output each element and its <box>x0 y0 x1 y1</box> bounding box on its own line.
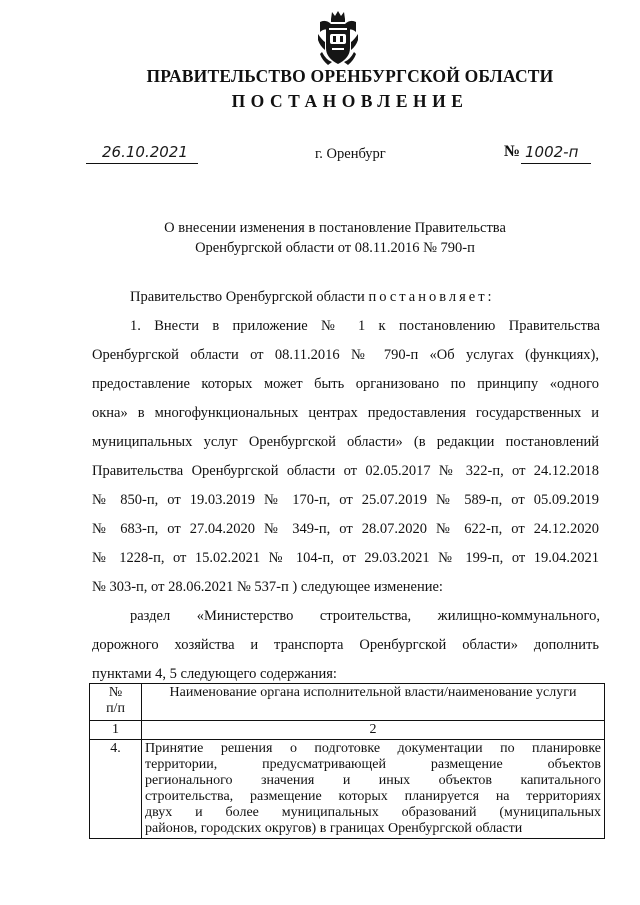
table-index-row <box>90 721 605 740</box>
index-cell: 1 <box>90 721 142 740</box>
intro-spaced: постановляет: <box>368 289 495 305</box>
document-number: 1002-п <box>525 143 579 161</box>
row-text-line: территории, предусматривающей размещение объектов <box>145 757 601 772</box>
orenburg-coat-of-arms-icon <box>316 10 360 66</box>
header-name: Наименование органа исполнительной власти/наименование услуги <box>142 684 605 721</box>
header-number <box>90 684 142 721</box>
paragraph-line: № 850-п, от 19.03.2019 № 170-п, от 25.07.2019 № 589-п, от 05.09.2019 <box>92 492 599 508</box>
paragraph-line: дорожного хозяйства и транспорта Оренбургской области» дополнить <box>92 637 599 653</box>
paragraph-line: окна» в многофункциональных центрах предоставления государственных и <box>92 405 599 421</box>
index-cell: 2 <box>142 721 605 740</box>
city: г. Оренбург <box>315 146 386 162</box>
row-number: 4. <box>90 740 142 839</box>
intro-prefix: Правительство Оренбургской области <box>130 289 369 305</box>
row-text-line: Принятие решения о подготовке документации по планировке <box>145 741 601 756</box>
intro-line <box>130 289 550 306</box>
table-row <box>90 740 605 839</box>
paragraph-line: № 303-п, от 28.06.2021 № 537-п ) следующее изменение: <box>92 579 443 595</box>
document-date: 26.10.2021 <box>102 143 188 161</box>
services-table <box>89 683 605 839</box>
paragraph-line: пунктами 4, 5 следующего содержания: <box>92 666 337 682</box>
document-subject <box>145 218 525 258</box>
paragraph-line: предоставление которых может быть организовано по принципу «одного <box>92 376 599 392</box>
paragraph-line: № 683-п, от 27.04.2020 № 349-п, от 28.07.2020 № 622-п, от 24.12.2020 <box>92 521 599 537</box>
number-label: № <box>504 143 521 160</box>
paragraph-line: Оренбургской области от 08.11.2016 № 790-п «Об услугах (функциях), <box>92 347 599 363</box>
paragraph-line: Правительства Оренбургской области от 02.05.2017 № 322-п, от 24.12.2018 <box>92 463 599 479</box>
row-text-line: районов, городских округов) в границах Оренбургской области <box>145 821 523 836</box>
paragraph-line: 1. Внести в приложение № 1 к постановлению Правительства <box>130 318 600 334</box>
document-type: ПОСТАНОВЛЕНИЕ <box>231 91 469 111</box>
paragraph-line: № 1228-п, от 15.02.2021 № 104-п, от 29.03.2021 № 199-п, от 19.04.2021 <box>92 550 599 566</box>
subject-line: О внесении изменения в постановление Правительства <box>164 220 506 236</box>
paragraph-line: муниципальных услуг Оренбургской области» (в редакции постановлений <box>92 434 599 450</box>
table-header-row <box>90 684 605 721</box>
row-text-line: двух и более муниципальных образований (муниципальных <box>145 805 601 820</box>
subject-line: Оренбургской области от 08.11.2016 № 790-п <box>195 240 475 256</box>
row-text-line: строительства, размещение которых планируется на территориях <box>145 789 601 804</box>
row-text-line: регионального значения и иных объектов капитального <box>145 773 601 788</box>
paragraph-line: раздел «Министерство строительства, жилищно-коммунального, <box>130 608 600 624</box>
government-title: ПРАВИТЕЛЬСТВО ОРЕНБУРГСКОЙ ОБЛАСТИ <box>146 66 554 86</box>
row-text <box>142 740 605 839</box>
header-number-line: п/п <box>106 701 125 716</box>
header-number-line: № <box>108 685 123 700</box>
